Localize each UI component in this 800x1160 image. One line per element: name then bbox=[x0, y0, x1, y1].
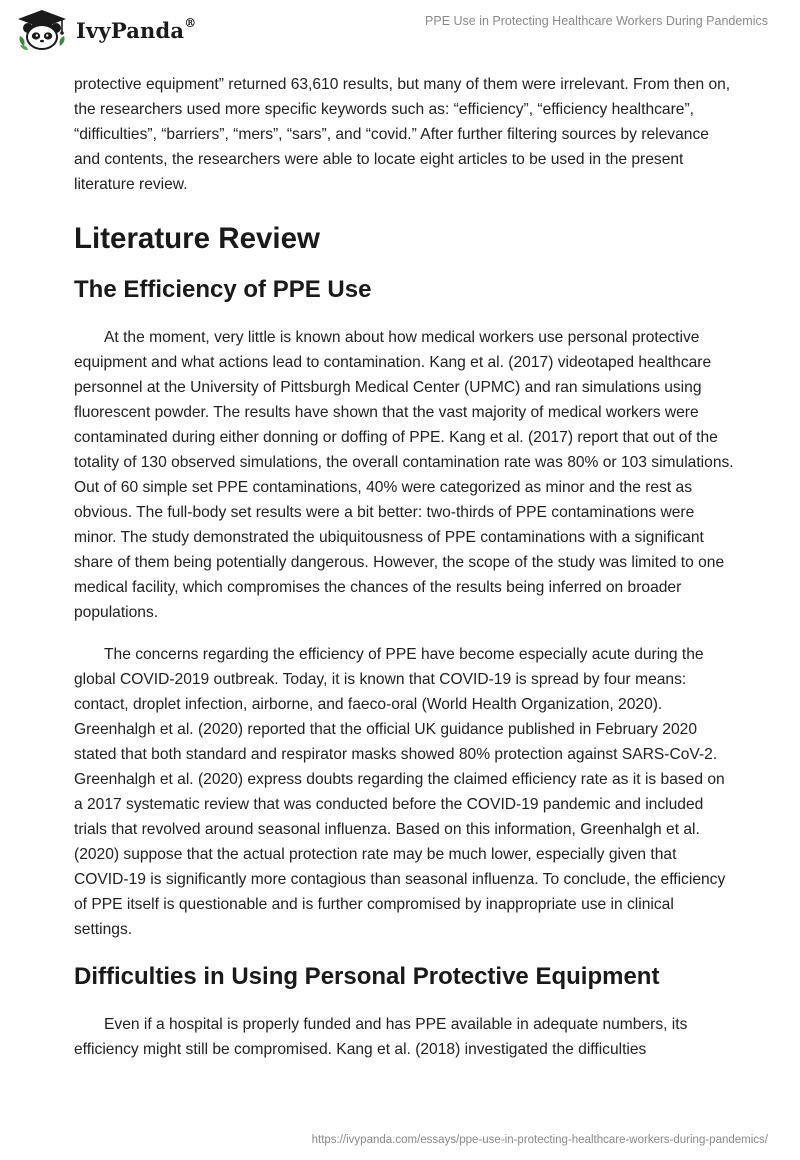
ivypanda-logo[interactable] bbox=[14, 8, 196, 52]
essay-content bbox=[74, 72, 734, 1062]
subsection-heading-difficulties: Difficulties in Using Personal Protective Equipment bbox=[74, 963, 660, 990]
paragraph-efficiency-1: At the moment, very little is known about how medical workers use personal protective equipment and what actions lead to contamination. Kang et al. (2017) videotaped healthcare personnel at the University of Pittsburgh Medical Center (UPMC) and ran simulations using fluorescent powder. The results have shown that the vast majority of medical workers were contaminated during either donning or doffing of PPE. Kang et al. (2017) report that out of the totality of 130 observed simulations, the overall contamination rate was 80% or 103 simulations. Out of 60 simple set PPE contaminations, 40% were categorized as minor and the rest as obvious. The full-body set results were a bit better: two-thirds of PPE contaminations were minor. The study demonstrated the ubiquitousness of PPE contaminations with a significant share of them being potentially dangerous. However, the scope of the study was limited to one medical facility, which compromises the chances of the results being inferred on broader populations. bbox=[74, 329, 734, 621]
source-url[interactable]: https://ivypanda.com/essays/ppe-use-in-protecting-healthcare-workers-during-pandemics/ bbox=[311, 1134, 768, 1146]
subsection-heading-efficiency: The Efficiency of PPE Use bbox=[74, 276, 372, 303]
logo-wordmark: IvyPanda® bbox=[76, 15, 197, 43]
paragraph-efficiency-2: The concerns regarding the efficiency of PPE have become especially acute during the global COVID-2019 outbreak. Today, it is known that COVID-19 is spread by four means: contact, droplet infection, airborne, and faeco-oral (World Health Organization, 2020). Greenhalgh et al. (2020) reported that the official UK guidance published in February 2020 stated that both standard and respirator masks showed 80% protection against SARS-CoV-2. Greenhalgh et al. (2020) express doubts regarding the claimed efficiency rate as it is based on a 2017 systematic review that was conducted before the COVID-19 pandemic and included trials that revolved around seasonal influenza. Based on this information, Greenhalgh et al. (2020) suppose that the actual protection rate may be much lower, especially given that COVID-19 is significantly more contagious than seasonal influenza. To conclude, the efficiency of PPE itself is questionable and is further compromised by inappropriate use in clinical settings. bbox=[74, 646, 726, 938]
intro-paragraph: protective equipment” returned 63,610 results, but many of them were irrelevant. From then on, the researchers used more specific keywords such as: “efficiency”, “efficiency healthcare”, “difficulties”, “barriers”, “mers”, “sars”, and “covid.” After further filtering sources by relevance and contents, the researchers were able to locate eight articles to be used in the present literature review. bbox=[74, 76, 731, 193]
section-heading: Literature Review bbox=[74, 222, 320, 255]
registered-mark: ® bbox=[184, 15, 197, 30]
document-title: PPE Use in Protecting Healthcare Workers During Pandemics bbox=[425, 14, 768, 28]
paragraph-difficulties-1: Even if a hospital is properly funded and has PPE available in adequate numbers, its efficiency might still be compromised. Kang et al. (2018) investigated the difficulties bbox=[74, 1016, 688, 1058]
page-header bbox=[0, 0, 800, 60]
panda-logo-icon bbox=[14, 8, 70, 52]
